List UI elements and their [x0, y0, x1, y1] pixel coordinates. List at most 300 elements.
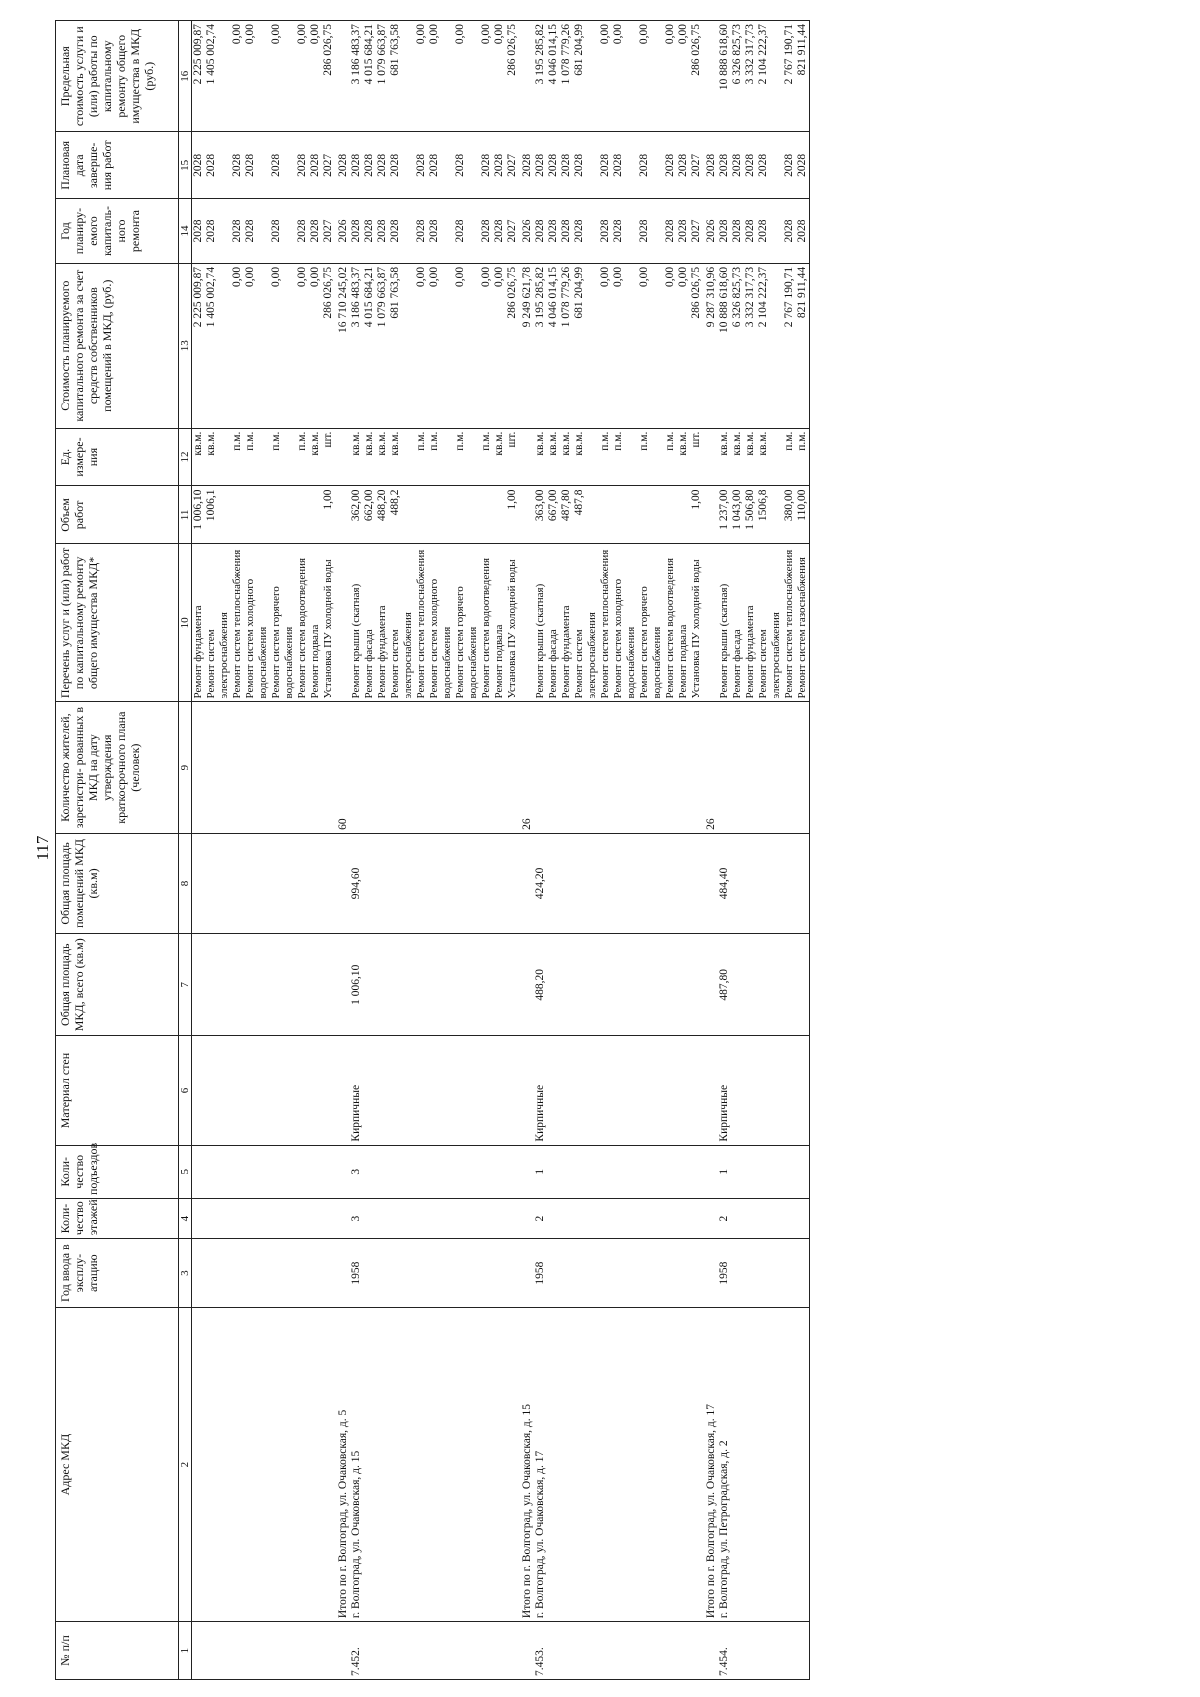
cell-col-3: 1958	[350, 1239, 363, 1308]
cell-col-4	[335, 1199, 350, 1239]
table-row	[690, 21, 703, 1680]
cell-col-2	[389, 1308, 415, 1622]
cell-col-6	[677, 1036, 690, 1145]
cell-col-15: 2028	[231, 132, 244, 199]
cell-col-16	[703, 21, 718, 132]
cell-col-14: 2026	[519, 199, 534, 264]
cell-col-6	[690, 1036, 703, 1145]
cell-col-13: 681 204,99	[573, 263, 599, 428]
cell-col-2	[270, 1308, 296, 1622]
cell-col-12: кв.м.	[718, 428, 731, 486]
cell-col-15: 2028	[376, 132, 389, 199]
cell-col-15: 2028	[783, 132, 796, 199]
cell-col-15: 2028	[335, 132, 350, 199]
cell-col-6	[506, 1036, 519, 1145]
cell-col-6	[376, 1036, 389, 1145]
cell-col-9	[322, 702, 335, 833]
cell-col-7	[244, 934, 270, 1036]
cell-col-7	[296, 934, 309, 1036]
cell-col-13: 0,00	[612, 263, 638, 428]
table-row	[296, 21, 309, 1680]
column-number-5: 5	[179, 1145, 192, 1198]
cell-col-1	[205, 1622, 231, 1680]
cell-col-3	[744, 1239, 757, 1308]
column-number-14: 14	[179, 199, 192, 264]
cell-col-13: 1 405 002,74	[205, 263, 231, 428]
cell-col-12: п.м.	[599, 428, 612, 486]
cell-col-3	[796, 1239, 810, 1308]
cell-col-9: 26	[703, 702, 718, 833]
cell-col-11	[454, 486, 480, 544]
column-header-9: Количество жителей, зарегистри- рованных в МКД на дату утверждения краткосрочного плана (человек)	[56, 702, 179, 833]
cell-col-14: 2028	[376, 199, 389, 264]
cell-col-11: 667,00	[547, 486, 560, 544]
cell-col-12: кв.м.	[744, 428, 757, 486]
cell-col-8	[612, 833, 638, 933]
cell-col-13: 9 287 310,96	[703, 263, 718, 428]
cell-col-10: Ремонт систем холодного водоснабжения	[612, 544, 638, 702]
cell-col-4	[428, 1199, 454, 1239]
cell-col-11	[612, 486, 638, 544]
column-header-12: Ед. измере- ния	[56, 428, 179, 486]
cell-col-1	[428, 1622, 454, 1680]
cell-col-16: 1 405 002,74	[205, 21, 231, 132]
cell-col-13: 3 332 317,73	[744, 263, 757, 428]
column-number-12: 12	[179, 428, 192, 486]
cell-col-8	[335, 833, 350, 933]
cell-col-1	[296, 1622, 309, 1680]
cell-col-1	[573, 1622, 599, 1680]
cell-col-4	[244, 1199, 270, 1239]
cell-col-10: Установка ПУ холодной воды	[322, 544, 335, 702]
cell-col-7	[638, 934, 664, 1036]
cell-col-7	[480, 934, 493, 1036]
cell-col-1	[638, 1622, 664, 1680]
cell-col-14: 2028	[534, 199, 547, 264]
cell-col-13: 10 888 618,60	[718, 263, 731, 428]
cell-col-11: 1,00	[506, 486, 519, 544]
cell-col-3	[415, 1239, 428, 1308]
column-header-11: Объем работ	[56, 486, 179, 544]
cell-col-6	[244, 1036, 270, 1145]
cell-col-13: 2 767 190,71	[783, 263, 796, 428]
cell-col-9	[796, 702, 810, 833]
table-row	[677, 21, 690, 1680]
cell-col-8	[731, 833, 744, 933]
cell-col-8: 994,60	[350, 833, 363, 933]
cell-col-7	[322, 934, 335, 1036]
cell-col-15: 2028	[480, 132, 493, 199]
cell-col-6	[638, 1036, 664, 1145]
cell-col-7	[519, 934, 534, 1036]
cell-col-13: 286 026,75	[690, 263, 703, 428]
table-row	[428, 21, 454, 1680]
cell-col-5	[244, 1145, 270, 1198]
cell-col-6	[454, 1036, 480, 1145]
column-header-4: Коли- чество этажей	[56, 1199, 179, 1239]
cell-col-6	[231, 1036, 244, 1145]
cell-col-10: Ремонт систем теплоснабжения	[415, 544, 428, 702]
table-row	[664, 21, 677, 1680]
cell-col-14: 2028	[205, 199, 231, 264]
cell-col-16: 3 332 317,73	[744, 21, 757, 132]
cell-col-4	[493, 1199, 506, 1239]
cell-col-10: Установка ПУ холодной воды	[506, 544, 519, 702]
cell-col-10: Ремонт крыши (скатная)	[350, 544, 363, 702]
cell-col-16	[335, 21, 350, 132]
cell-col-10: Ремонт систем электроснабжения	[205, 544, 231, 702]
cell-col-11	[703, 486, 718, 544]
cell-col-8	[322, 833, 335, 933]
column-header-16: Предельная стоимость услуги и (или) работы по капитальному ремонту общего имущества в МКД (руб.)	[56, 21, 179, 132]
cell-col-2	[428, 1308, 454, 1622]
cell-col-4	[664, 1199, 677, 1239]
cell-col-13: 1 078 779,26	[560, 263, 573, 428]
cell-col-7	[205, 934, 231, 1036]
cell-col-4	[296, 1199, 309, 1239]
cell-col-3	[270, 1239, 296, 1308]
cell-col-3	[573, 1239, 599, 1308]
cell-col-3	[731, 1239, 744, 1308]
cell-col-4	[363, 1199, 376, 1239]
cell-col-11: 380,00	[783, 486, 796, 544]
cell-col-10	[335, 544, 350, 702]
cell-col-10: Ремонт систем холодного водоснабжения	[428, 544, 454, 702]
cell-col-13: 0,00	[677, 263, 690, 428]
table-row	[506, 21, 519, 1680]
cell-col-10: Ремонт систем водоотведения	[480, 544, 493, 702]
cell-col-1: 7.453.	[534, 1622, 547, 1680]
cell-col-13: 0,00	[664, 263, 677, 428]
cell-col-8	[703, 833, 718, 933]
cell-col-15: 2028	[192, 132, 206, 199]
table-row	[322, 21, 335, 1680]
cell-col-8: 484,40	[718, 833, 731, 933]
column-number-8: 8	[179, 833, 192, 933]
cell-col-12	[519, 428, 534, 486]
cell-col-6	[796, 1036, 810, 1145]
cell-col-12: кв.м.	[205, 428, 231, 486]
cell-col-1	[309, 1622, 322, 1680]
cell-col-7	[547, 934, 560, 1036]
cell-col-6	[335, 1036, 350, 1145]
table-row	[350, 21, 363, 1680]
cell-col-14: 2028	[454, 199, 480, 264]
cell-col-12: п.м.	[415, 428, 428, 486]
cell-col-15: 2028	[244, 132, 270, 199]
cell-col-5	[296, 1145, 309, 1198]
cell-col-7	[506, 934, 519, 1036]
cell-col-8	[192, 833, 206, 933]
cell-col-15: 2027	[322, 132, 335, 199]
table-header	[56, 21, 192, 1680]
cell-col-11: 1 237,00	[718, 486, 731, 544]
cell-col-1	[415, 1622, 428, 1680]
cell-col-11: 487,80	[560, 486, 573, 544]
cell-col-4	[690, 1199, 703, 1239]
cell-col-5	[389, 1145, 415, 1198]
cell-col-16: 0,00	[270, 21, 296, 132]
cell-col-15: 2028	[350, 132, 363, 199]
table-row	[547, 21, 560, 1680]
cell-col-16: 0,00	[296, 21, 309, 132]
cell-col-3	[205, 1239, 231, 1308]
cell-col-4	[192, 1199, 206, 1239]
cell-col-14: 2028	[480, 199, 493, 264]
table-row	[796, 21, 810, 1680]
cell-col-1	[744, 1622, 757, 1680]
cell-col-3	[612, 1239, 638, 1308]
column-number-3: 3	[179, 1239, 192, 1308]
cell-col-1	[599, 1622, 612, 1680]
cell-col-4	[796, 1199, 810, 1239]
cell-col-15: 2028	[560, 132, 573, 199]
cell-col-12: кв.м.	[350, 428, 363, 486]
cell-col-15: 2028	[731, 132, 744, 199]
cell-col-10: Ремонт систем горячего водоснабжения	[454, 544, 480, 702]
cell-col-15: 2028	[205, 132, 231, 199]
cell-col-12: п.м.	[428, 428, 454, 486]
cell-col-13: 2 225 009,87	[192, 263, 206, 428]
cell-col-4	[744, 1199, 757, 1239]
cell-col-16: 821 911,44	[796, 21, 810, 132]
cell-col-10: Ремонт систем газоснабжения	[796, 544, 810, 702]
cell-col-6	[205, 1036, 231, 1145]
cell-col-5	[703, 1145, 718, 1198]
cell-col-12: шт.	[506, 428, 519, 486]
cell-col-14: 2028	[192, 199, 206, 264]
cell-col-10: Ремонт фундамента	[192, 544, 206, 702]
cell-col-1	[454, 1622, 480, 1680]
cell-col-16	[519, 21, 534, 132]
cell-col-5	[796, 1145, 810, 1198]
cell-col-11: 1 006,10	[192, 486, 206, 544]
cell-col-6	[783, 1036, 796, 1145]
cell-col-1	[677, 1622, 690, 1680]
cell-col-16: 4 046 014,15	[547, 21, 560, 132]
table-row	[270, 21, 296, 1680]
cell-col-12: шт.	[690, 428, 703, 486]
cell-col-9	[731, 702, 744, 833]
cell-col-13: 9 249 621,78	[519, 263, 534, 428]
cell-col-15: 2028	[389, 132, 415, 199]
cell-col-15: 2028	[547, 132, 560, 199]
cell-col-1	[493, 1622, 506, 1680]
cell-col-3	[506, 1239, 519, 1308]
cell-col-8	[677, 833, 690, 933]
cell-col-16: 2 767 190,71	[783, 21, 796, 132]
table-row	[599, 21, 612, 1680]
cell-col-15: 2027	[506, 132, 519, 199]
cell-col-3	[454, 1239, 480, 1308]
cell-col-2	[731, 1308, 744, 1622]
cell-col-6: Кирпичные	[718, 1036, 731, 1145]
cell-col-13: 0,00	[480, 263, 493, 428]
cell-col-9	[638, 702, 664, 833]
cell-col-11	[664, 486, 677, 544]
cell-col-9	[506, 702, 519, 833]
cell-col-8	[796, 833, 810, 933]
cell-col-12: п.м.	[480, 428, 493, 486]
cell-col-3	[231, 1239, 244, 1308]
cell-col-5	[335, 1145, 350, 1198]
cell-col-3	[783, 1239, 796, 1308]
cell-col-14: 2028	[783, 199, 796, 264]
cell-col-2	[783, 1308, 796, 1622]
cell-col-12: п.м.	[638, 428, 664, 486]
cell-col-4	[677, 1199, 690, 1239]
cell-col-16: 0,00	[415, 21, 428, 132]
cell-col-9	[270, 702, 296, 833]
cell-col-3	[376, 1239, 389, 1308]
cell-col-16: 0,00	[480, 21, 493, 132]
cell-col-10: Ремонт систем водоотведения	[664, 544, 677, 702]
cell-col-14: 2028	[493, 199, 506, 264]
table-row	[534, 21, 547, 1680]
cell-col-8	[270, 833, 296, 933]
cell-col-14: 2028	[638, 199, 664, 264]
cell-col-9	[690, 702, 703, 833]
cell-col-12: кв.м.	[376, 428, 389, 486]
cell-col-10: Ремонт систем горячего водоснабжения	[638, 544, 664, 702]
cell-col-3	[560, 1239, 573, 1308]
cell-col-8: 424,20	[534, 833, 547, 933]
cell-col-5: 1	[534, 1145, 547, 1198]
cell-col-10: Ремонт фундамента	[744, 544, 757, 702]
cell-col-9	[376, 702, 389, 833]
table-row	[231, 21, 244, 1680]
cell-col-11: 362,00	[350, 486, 363, 544]
cell-col-16: 0,00	[599, 21, 612, 132]
cell-col-16: 286 026,75	[506, 21, 519, 132]
cell-col-1	[612, 1622, 638, 1680]
cell-col-10: Ремонт систем теплоснабжения	[599, 544, 612, 702]
cell-col-8	[599, 833, 612, 933]
cell-col-4	[612, 1199, 638, 1239]
cell-col-10: Ремонт крыши (скатная)	[534, 544, 547, 702]
cell-col-6	[703, 1036, 718, 1145]
cell-col-7	[796, 934, 810, 1036]
cell-col-15: 2028	[744, 132, 757, 199]
cell-col-16: 681 763,58	[389, 21, 415, 132]
cell-col-13: 821 911,44	[796, 263, 810, 428]
cell-col-15: 2028	[612, 132, 638, 199]
cell-col-7	[192, 934, 206, 1036]
cell-col-9	[309, 702, 322, 833]
cell-col-10: Ремонт подвала	[309, 544, 322, 702]
cell-col-2	[231, 1308, 244, 1622]
cell-col-11	[493, 486, 506, 544]
cell-col-9	[415, 702, 428, 833]
cell-col-10	[519, 544, 534, 702]
cell-col-13: 681 763,58	[389, 263, 415, 428]
cell-col-4	[231, 1199, 244, 1239]
cell-col-1	[703, 1622, 718, 1680]
cell-col-2	[192, 1308, 206, 1622]
cell-col-8	[664, 833, 677, 933]
cell-col-13: 286 026,75	[506, 263, 519, 428]
cell-col-2	[612, 1308, 638, 1622]
cell-col-1	[376, 1622, 389, 1680]
cell-col-11	[519, 486, 534, 544]
cell-col-14: 2026	[703, 199, 718, 264]
column-number-16: 16	[179, 21, 192, 132]
cell-col-7	[363, 934, 376, 1036]
table-row	[244, 21, 270, 1680]
cell-col-6	[744, 1036, 757, 1145]
column-header-13: Стоимость планируемого капитального ремонта за счет средств собственников помещений в МКД, (руб.)	[56, 263, 179, 428]
cell-col-2	[322, 1308, 335, 1622]
cell-col-8	[493, 833, 506, 933]
cell-col-1	[664, 1622, 677, 1680]
cell-col-13: 16 710 245,02	[335, 263, 350, 428]
column-number-11: 11	[179, 486, 192, 544]
cell-col-9: 26	[519, 702, 534, 833]
cell-col-2	[309, 1308, 322, 1622]
cell-col-11: 110,00	[796, 486, 810, 544]
cell-col-8	[205, 833, 231, 933]
column-number-4: 4	[179, 1199, 192, 1239]
table-row	[389, 21, 415, 1680]
cell-col-11	[231, 486, 244, 544]
cell-col-11: 662,00	[363, 486, 376, 544]
cell-col-6	[192, 1036, 206, 1145]
cell-col-12: кв.м.	[731, 428, 744, 486]
cell-col-6: Кирпичные	[350, 1036, 363, 1145]
cell-col-14: 2028	[244, 199, 270, 264]
cell-col-1	[389, 1622, 415, 1680]
cell-col-2: Итого по г. Волгоград, ул. Очаковская, д. 17	[703, 1308, 718, 1622]
cell-col-3	[389, 1239, 415, 1308]
cell-col-9	[718, 702, 731, 833]
cell-col-4	[703, 1199, 718, 1239]
cell-col-12: п.м.	[796, 428, 810, 486]
cell-col-9	[560, 702, 573, 833]
cell-col-14: 2028	[428, 199, 454, 264]
cell-col-15: 2028	[454, 132, 480, 199]
cell-col-5	[690, 1145, 703, 1198]
cell-col-13: 0,00	[493, 263, 506, 428]
cell-col-5	[192, 1145, 206, 1198]
cell-col-3	[664, 1239, 677, 1308]
cell-col-14: 2028	[231, 199, 244, 264]
cell-col-9	[363, 702, 376, 833]
cell-col-15: 2028	[270, 132, 296, 199]
table-row	[493, 21, 506, 1680]
cell-col-4	[322, 1199, 335, 1239]
cell-col-6	[612, 1036, 638, 1145]
cell-col-13: 6 326 825,73	[731, 263, 744, 428]
cell-col-13: 0,00	[415, 263, 428, 428]
cell-col-11: 1,00	[690, 486, 703, 544]
cell-col-13: 0,00	[270, 263, 296, 428]
cell-col-9	[534, 702, 547, 833]
cell-col-13: 2 104 222,37	[757, 263, 783, 428]
cell-col-15: 2028	[363, 132, 376, 199]
cell-col-5	[731, 1145, 744, 1198]
cell-col-2	[796, 1308, 810, 1622]
cell-col-3	[638, 1239, 664, 1308]
cell-col-9	[677, 702, 690, 833]
table-row	[454, 21, 480, 1680]
cell-col-1: 7.454.	[718, 1622, 731, 1680]
cell-col-8	[519, 833, 534, 933]
cell-col-8	[296, 833, 309, 933]
cell-col-4	[599, 1199, 612, 1239]
cell-col-10: Ремонт систем электроснабжения	[389, 544, 415, 702]
cell-col-3	[428, 1239, 454, 1308]
cell-col-6	[270, 1036, 296, 1145]
